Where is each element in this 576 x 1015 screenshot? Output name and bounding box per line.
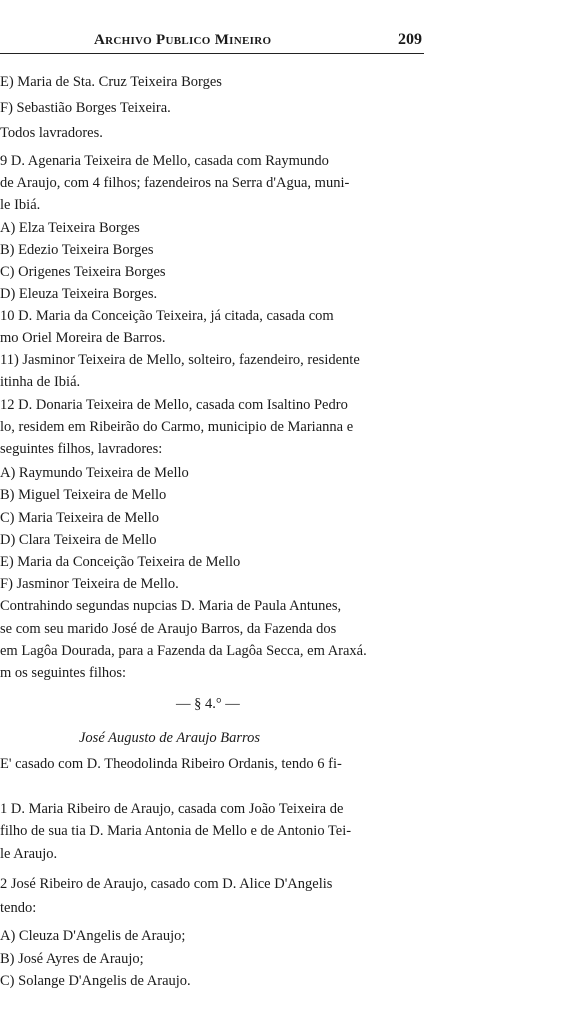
text-line: C) Origenes Teixeira Borges: [0, 264, 166, 280]
text-line: de Araujo, com 4 filhos; fazendeiros na Serra d'Agua, muni-: [0, 175, 350, 191]
text-line: filho de sua tia D. Maria Antonia de Mello e de Antonio Tei-: [0, 823, 352, 839]
text-line: Contrahindo segundas nupcias D. Maria de Paula Antunes,: [0, 598, 342, 614]
text-line: A) Raymundo Teixeira de Mello: [0, 465, 189, 481]
text-line: E) Maria de Sta. Cruz Teixeira Borges: [0, 74, 222, 90]
text-line: F) Sebastião Borges Teixeira.: [0, 100, 171, 116]
text-line: C) Maria Teixeira de Mello: [0, 510, 159, 526]
text-line: 9 D. Agenaria Teixeira de Mello, casada com Raymundo: [0, 153, 329, 169]
text-line: em Lagôa Dourada, para a Fazenda da Lagôa Secca, em Araxá.: [0, 643, 367, 659]
text-line: le Ibiá.: [0, 197, 41, 213]
text-line: A) Cleuza D'Angelis de Araujo;: [0, 928, 186, 944]
text-line: seguintes filhos, lavradores:: [0, 441, 163, 457]
text-line: 12 D. Donaria Teixeira de Mello, casada com Isaltino Pedro: [0, 397, 348, 413]
text-line: le Araujo.: [0, 846, 58, 862]
text-line: F) Jasminor Teixeira de Mello.: [0, 576, 179, 592]
text-line: se com seu marido José de Araujo Barros, da Fazenda dos: [0, 621, 337, 637]
text-line: m os seguintes filhos:: [0, 665, 127, 681]
text-line: C) Solange D'Angelis de Araujo.: [0, 973, 191, 989]
text-line: 2 José Ribeiro de Araujo, casado com D. Alice D'Angelis: [0, 876, 333, 892]
text-line: E' casado com D. Theodolinda Ribeiro Ordanis, tendo 6 fi-: [0, 756, 342, 772]
text-line: B) Miguel Teixeira de Mello: [0, 487, 167, 503]
text-line: 10 D. Maria da Conceição Teixeira, já citada, casada com: [0, 308, 334, 324]
page-number: 209: [398, 31, 422, 48]
text-line: itinha de Ibiá.: [0, 374, 81, 390]
running-title: Archivo Publico Mineiro: [94, 32, 272, 48]
text-line: B) José Ayres de Araujo;: [0, 951, 144, 967]
text-line: E) Maria da Conceição Teixeira de Mello: [0, 554, 241, 570]
text-line: tendo:: [0, 900, 37, 916]
text-line: B) Edezio Teixeira Borges: [0, 242, 154, 258]
text-line: D) Clara Teixeira de Mello: [0, 532, 157, 548]
text-line: lo, residem em Ribeirão do Carmo, municipio de Marianna e: [0, 419, 354, 435]
text-line: mo Oriel Moreira de Barros.: [0, 330, 166, 346]
text-line: 1 D. Maria Ribeiro de Araujo, casada com João Teixeira de: [0, 801, 344, 817]
text-line: D) Eleuza Teixeira Borges.: [0, 286, 158, 302]
text-line: Todos lavradores.: [0, 125, 103, 141]
text-line: 11) Jasminor Teixeira de Mello, solteiro, fazendeiro, residente: [0, 352, 360, 368]
header-rule: [0, 53, 424, 54]
page-header: [0, 30, 576, 54]
person-heading: José Augusto de Araujo Barros: [79, 730, 260, 746]
section-heading: — § 4.° —: [176, 696, 240, 712]
text-line: A) Elza Teixeira Borges: [0, 220, 140, 236]
